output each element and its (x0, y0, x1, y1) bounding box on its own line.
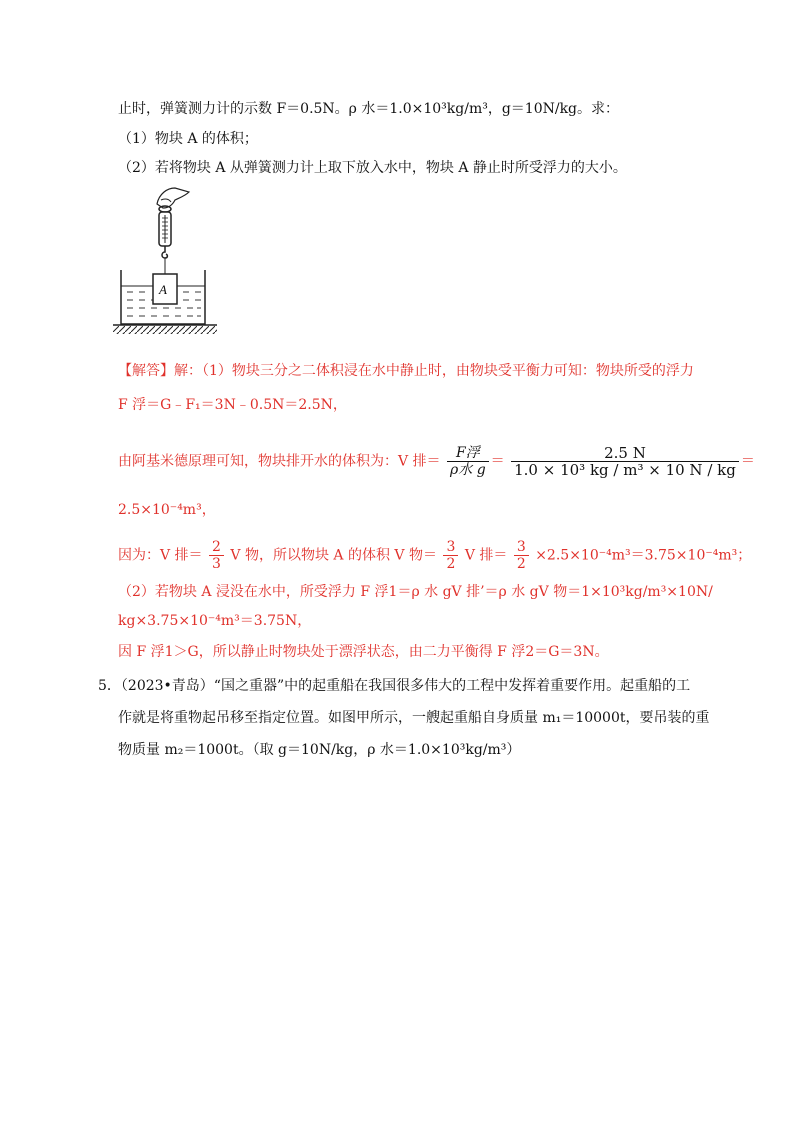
question-2: （2）若将物块 A 从弹簧测力计上取下放入水中，物块 A 静止时所受浮力的大小。 (118, 160, 627, 176)
hand-icon (157, 188, 189, 208)
fraction-three-halves: $\frac{3}{2}$ (443, 539, 458, 572)
question-1: （1）物块 A 的体积； (118, 131, 258, 147)
solution-line-6: （2）若物块 A 浸没在水中，所受浮力 F 浮1＝ρ 水 gV 排’＝ρ 水 gV 物＝1×10³kg/m³×10N/ (118, 584, 713, 600)
solution-line-5: 因为：V 排＝ $\frac{2}{3}$ V 物，所以物块 A 的体积 V 物＝ $\frac{3}{2}$ V 排＝ $\frac{3}{2}$ ×2.5×10⁻⁴m³＝3.75×10⁻⁴m³； (118, 539, 752, 572)
fraction-f-over-rho-g: $\frac{\text{F浮}}{\text{ρ水 g}}$ (447, 445, 489, 478)
fraction-numeric: $\frac{2.5 N}{\text{1.0 × 10³ kg / m³ × 10 N / kg}}$ (511, 445, 739, 478)
solution-line-8: 因 F 浮1＞G，所以静止时物块处于漂浮状态，由二力平衡得 F 浮2＝G＝3N。 (118, 644, 609, 660)
solution-line-2: F 浮＝G﹣F₁＝3N﹣0.5N＝2.5N， (118, 397, 347, 413)
solution-line-3: 由阿基米德原理可知，物块排开水的体积为：V 排＝ $\frac{\text{F浮}}{\text{ρ水 g}}$ ＝ $\frac{2.5 N}{\text{1.0 × 10³ kg / m³ × 10 N / kg}}$ ＝ (118, 444, 755, 479)
problem5-line-2: 作就是将重物起吊移至指定位置。如图甲所示，一艘起重船自身质量 m₁＝10000t，要吊装的重 (118, 710, 710, 726)
problem-line-1: 止时，弹簧测力计的示数 F＝0.5N。ρ 水＝1.0×10³kg/m³，g＝10N/kg。求： (118, 101, 620, 117)
spring-scale-figure (113, 182, 223, 346)
solution-line-4: 2.5×10⁻⁴m³， (118, 502, 216, 518)
problem5-line-1: 5．（2023•青岛）“国之重器”中的起重船在我国很多伟大的工程中发挥着重要作用。起重船的工 (98, 678, 691, 694)
solution-line-1: 【解答】解：（1）物块三分之二体积浸在水中静止时，由物块受平衡力可知：物块所受的浮力 (118, 363, 694, 379)
problem5-line-3: 物质量 m₂＝1000t。（取 g＝10N/kg，ρ 水＝1.0×10³kg/m³） (118, 742, 521, 758)
answer-tag: 【解答】 (118, 363, 174, 379)
block-label: A (159, 282, 167, 297)
fraction-three-halves-2: $\frac{3}{2}$ (514, 539, 529, 572)
fraction-two-thirds: $\frac{2}{3}$ (209, 539, 224, 572)
solution-line-7: kg×3.75×10⁻⁴m³＝3.75N， (118, 613, 312, 629)
